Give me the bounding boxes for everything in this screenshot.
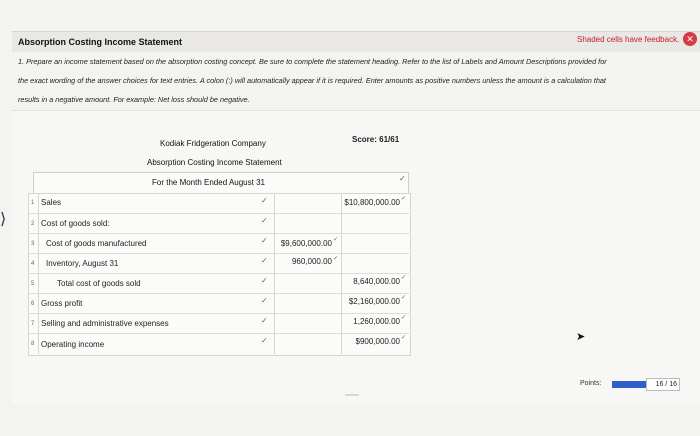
row-divider [28,233,409,234]
points-label: Points: [580,380,602,387]
check-icon: ✓ [261,256,268,265]
check-icon: ✓ [261,316,268,325]
statement-title: Absorption Costing Income Statement [147,158,282,167]
page-title: Absorption Costing Income Statement [18,37,183,47]
check-icon: ✓ [399,174,406,183]
check-icon: ✓ [401,315,407,321]
check-icon: ✓ [401,196,407,202]
points-progress-bar [612,381,648,388]
scroll-handle[interactable] [345,394,359,396]
collapse-icon[interactable]: ⟩ [0,211,7,228]
amount-inventory[interactable]: 960,000.00 [291,257,332,266]
row-divider [28,253,409,254]
row-number: 7 [31,321,35,327]
check-icon: ✓ [333,256,339,262]
row-label-operating-income[interactable]: Operating income [41,340,105,349]
row-number: 1 [31,200,35,206]
row-label-total-cogs[interactable]: Total cost of goods sold [57,279,141,288]
statement-period: For the Month Ended August 31 [152,178,265,187]
row-number: 5 [31,281,35,287]
points-value: 16 / 16 [646,378,680,391]
close-icon[interactable]: ✕ [683,32,697,46]
feedback-note: Shaded cells have feedback. [577,35,680,44]
row-divider [28,273,409,274]
row-number: 2 [31,221,35,227]
check-icon: ✓ [401,275,407,281]
check-icon: ✓ [261,236,268,245]
row-label-selling-admin[interactable]: Selling and administrative expenses [41,319,169,328]
row-divider [28,213,409,214]
row-number: 4 [31,261,35,267]
amount-total-cogs[interactable]: 8,640,000.00 [353,277,400,286]
instructions [18,52,690,109]
amount-sales[interactable]: $10,800,000.00 [344,198,400,207]
amount-selling-admin[interactable]: 1,260,000.00 [353,317,400,326]
row-number: 8 [31,341,35,347]
check-icon: ✓ [261,276,268,285]
check-icon: ✓ [401,295,407,301]
check-icon: ✓ [261,336,268,345]
check-icon: ✓ [261,296,268,305]
instruction-line-3: results in a negative amount. For example: Net loss should be negative. [18,95,250,104]
row-label-cogm[interactable]: Cost of goods manufactured [46,239,147,248]
row-label-cogs-header[interactable]: Cost of goods sold: [41,219,110,228]
row-label-inventory[interactable]: Inventory, August 31 [46,259,119,268]
statement-grid [28,193,411,356]
company-name: Kodiak Fridgeration Company [160,139,266,148]
instruction-line-2: the exact wording of the answer choices for text entries. A colon (:) will automatically appear if it is required. Enter amounts as positive numbers unless the amount is a calculation that [18,76,606,85]
check-icon: ✓ [333,237,339,243]
amount-operating-income[interactable]: $900,000.00 [355,337,400,346]
check-icon: ✓ [261,196,268,205]
row-label-gross-profit[interactable]: Gross profit [41,299,83,308]
check-icon: ✓ [401,335,407,341]
row-divider [28,293,409,294]
row-number: 6 [31,301,35,307]
instruction-line-1: 1. Prepare an income statement based on the absorption costing concept. Be sure to complete the statement heading. Refer to the list of Labels and Amount Descriptions provided for [18,57,607,66]
row-number: 3 [31,241,35,247]
row-divider [28,313,409,314]
amount-gross-profit[interactable]: $2,160,000.00 [348,297,400,306]
check-icon: ✓ [261,216,268,225]
mouse-cursor-icon: ➤ [576,331,586,343]
score-label: Score: 61/61 [352,135,400,144]
row-divider [28,333,409,334]
row-label-sales[interactable]: Sales [41,198,62,207]
amount-cogm[interactable]: $9,600,000.00 [280,239,332,248]
